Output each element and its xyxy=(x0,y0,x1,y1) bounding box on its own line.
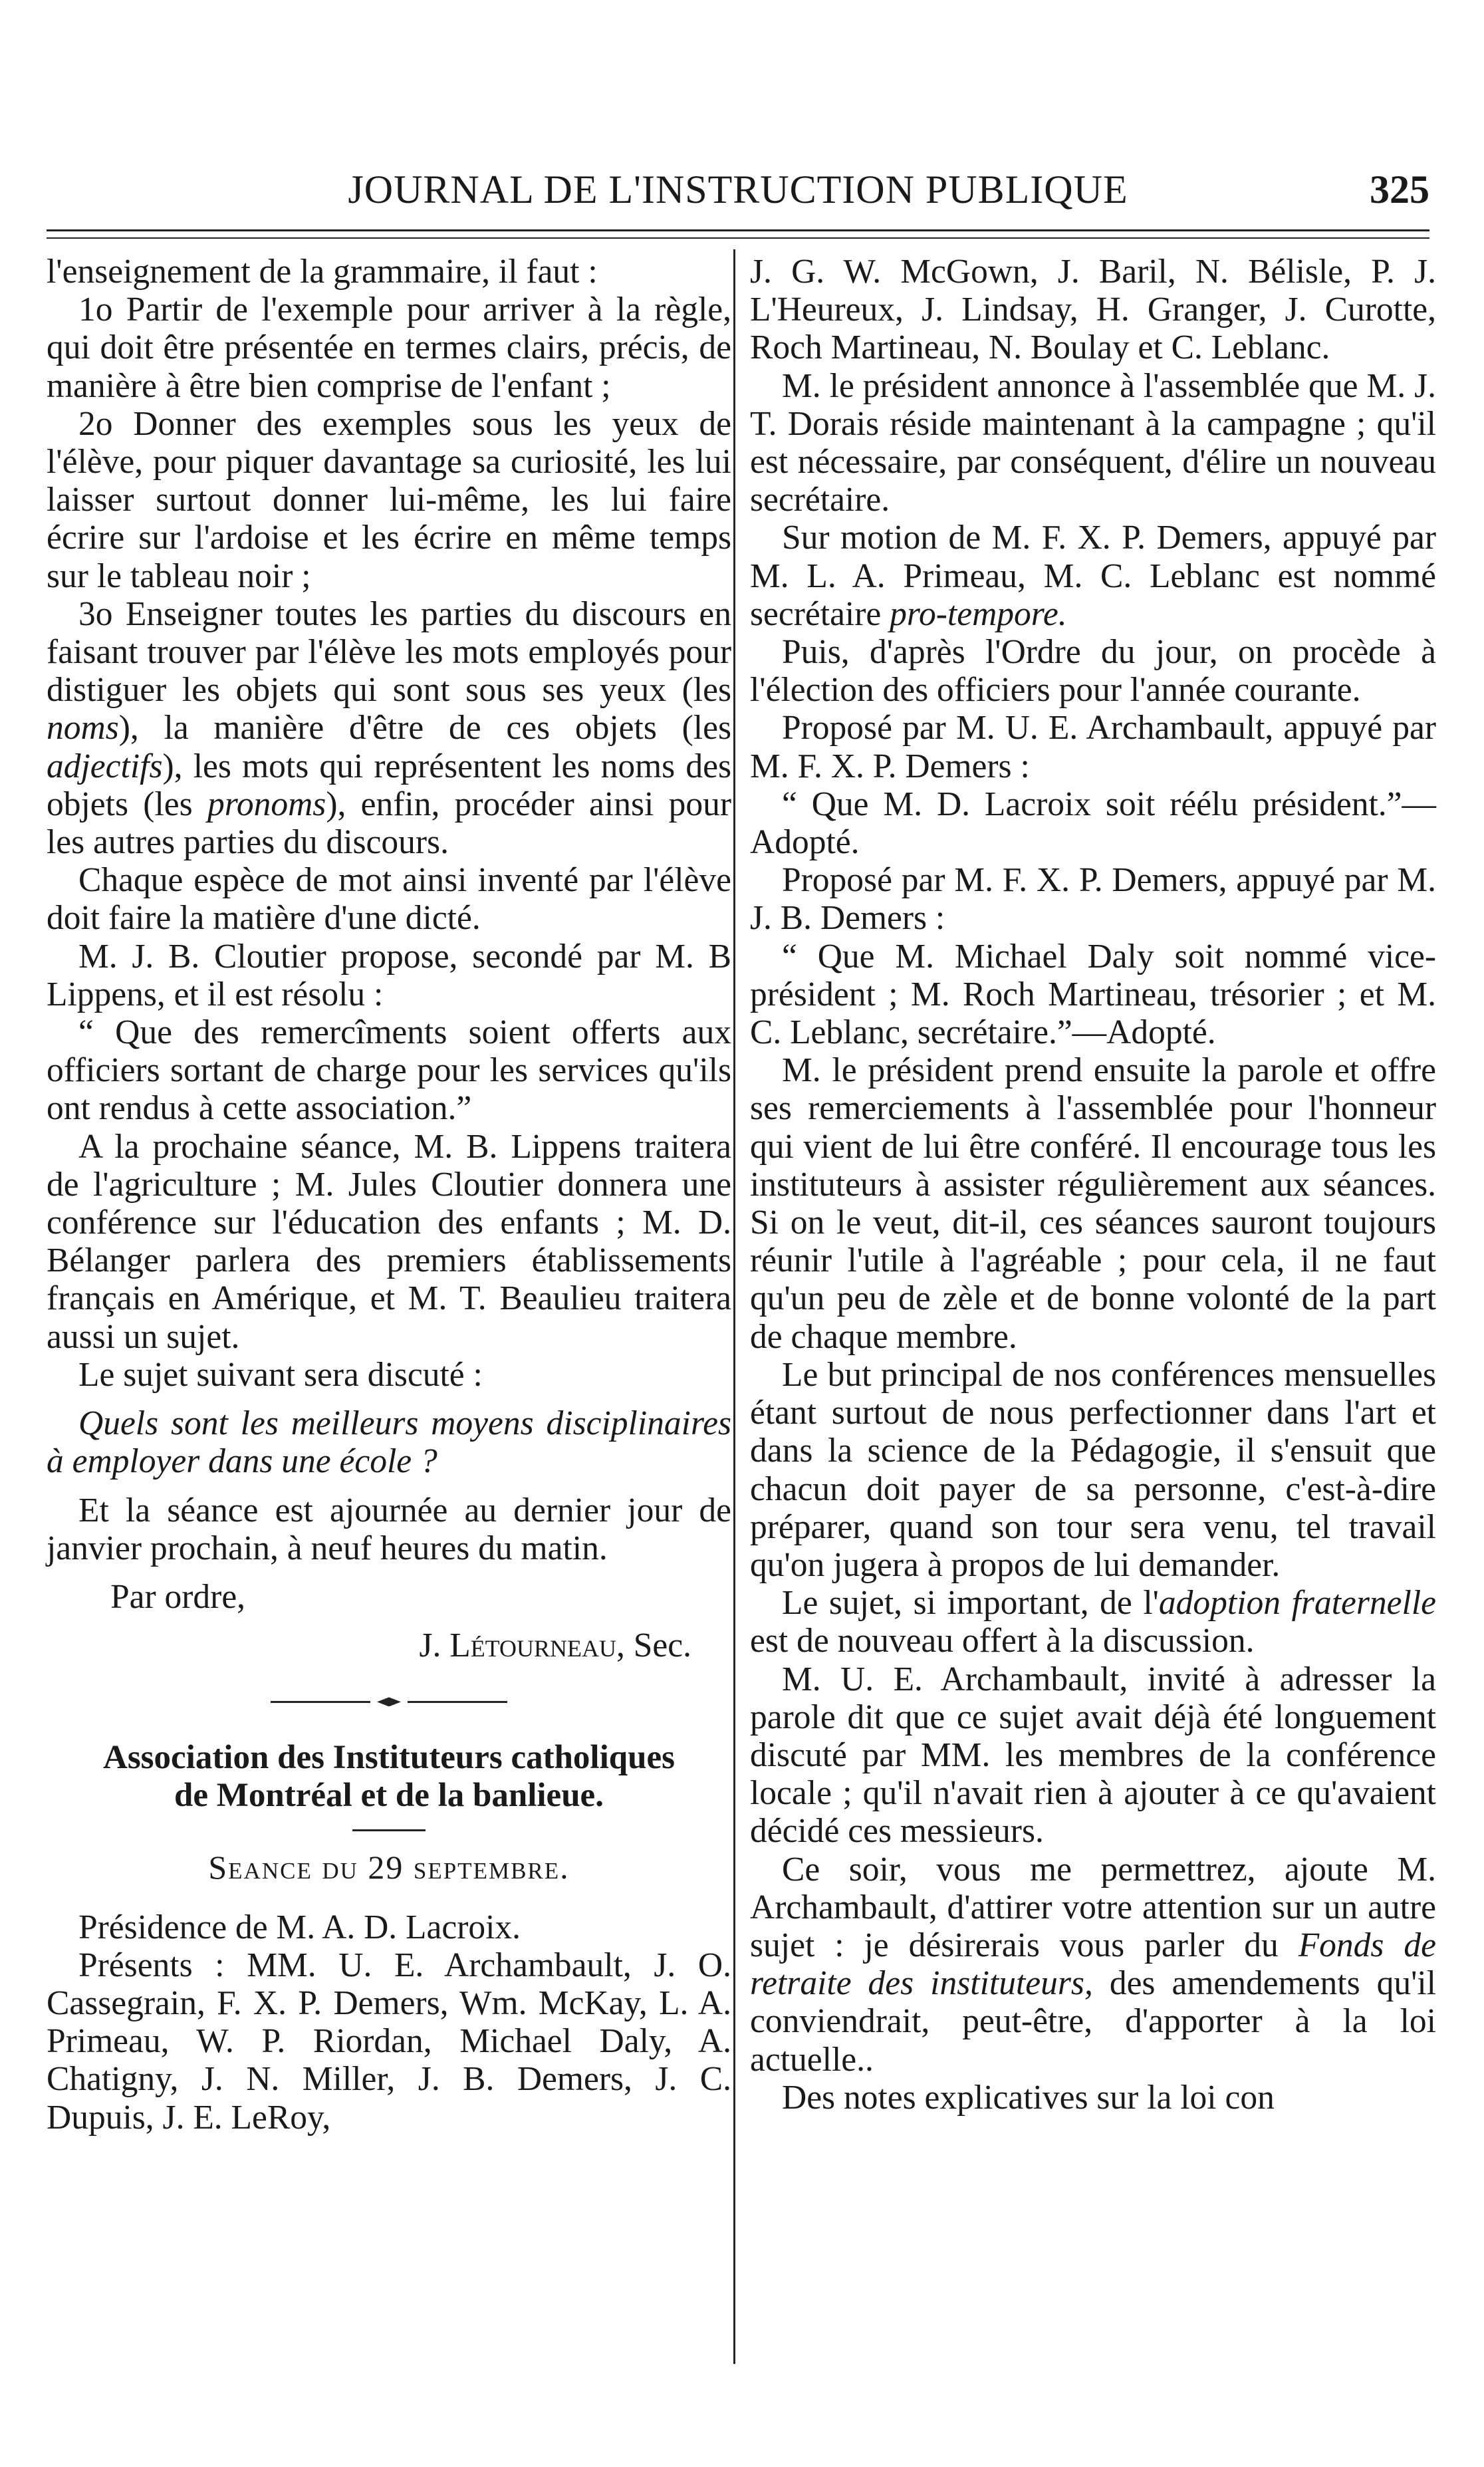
spacer xyxy=(47,1394,731,1404)
paragraph: Puis, d'après l'Ordre du jour, on procède à l'élection des officiers pour l'année courante. xyxy=(750,633,1436,710)
paragraph-parts-of-speech xyxy=(47,595,731,861)
ornament-diamond-icon xyxy=(377,1697,401,1706)
paragraph: A la prochaine séance, M. B. Lippens traitera de l'agriculture ; M. Jules Cloutier donnera une conférence sur l'éducation des enfants ; M. D. Bélanger parlera des premiers établissements français en Amérique, et M. T. Beaulieu traitera aussi un sujet. xyxy=(47,1127,731,1356)
text-run: est de nouveau offert à la discussion. xyxy=(750,1622,1255,1660)
paragraph-quote: “ Que des remercîments soient offerts aux officiers sortant de charge pour les services qu'ils ont rendus à cette association.” xyxy=(47,1013,731,1128)
header-double-rule xyxy=(47,229,1429,239)
association-title-line: de Montréal et de la banlieue. xyxy=(174,1777,604,1815)
signature-name: Létourneau xyxy=(449,1626,617,1665)
ornament-line xyxy=(408,1701,507,1703)
association-title xyxy=(47,1739,731,1815)
spacer xyxy=(47,1616,731,1626)
presents-list: Présents : MM. U. E. Archambault, J. O. Cassegrain, F. X. P. Demers, Wm. McKay, L. A. Primeau, W. P. Riordan, Michael Daly, A. Chatigny, J. N. Miller, J. B. Demers, J. C. Dupuis, J. E. LeRoy, xyxy=(47,1946,731,2137)
text-run: ), la manière d'être de ces objets (les xyxy=(118,709,731,747)
text-run: Ce soir, vous me permettrez, ajoute M. Archambault, d'attirer votre attention sur un autre sujet : je désirerais vous parler du xyxy=(750,1850,1436,1964)
paragraph: 1o Partir de l'exemple pour arriver à la règle, qui doit être présentée en termes clairs, précis, de manière à être bien comprise de l'enfant ; xyxy=(47,291,731,405)
paragraph: M. J. B. Cloutier propose, secondé par M. B Lippens, et il est résolu : xyxy=(47,937,731,1013)
text-run: ), les mots qui représentent les noms des objets (les xyxy=(47,747,731,823)
running-title: JOURNAL DE L'INSTRUCTION PUBLIQUE xyxy=(348,168,1128,211)
italic-term: noms xyxy=(47,709,119,747)
text-run: 3o Enseigner toutes les parties du discours en faisant trouver par l'élève les mots employés pour distiguer les objets qui sont sous ses yeux (les xyxy=(47,594,731,710)
paragraph: 2o Donner des exemples sous les yeux de l'élève, pour piquer davantage sa curiosité, les lui laisser surtout donner lui-même, les lui faire écrire sur l'ardoise et les écrire en même temps sur le tableau noir ; xyxy=(47,404,731,595)
italic-term: adoption fraternelle xyxy=(1158,1584,1436,1623)
spacer xyxy=(47,1728,731,1739)
seance-title: Seance du 29 septembre. xyxy=(208,1849,570,1886)
paragraph: M. le président prend ensuite la parole et offre ses remerciements à l'assemblée pour l'honneur qui vient de lui être conféré. Il encourage tous les instituteurs à assister régulièrement aux séances. Si on le veut, dit-il, ces séances sauront toujours réunir l'utile à l'agréable ; pour cela, il ne faut qu'un peu de zèle et de bonne volonté de la part de chaque membre. xyxy=(750,1051,1436,1356)
paragraph: M. le président annonce à l'assemblée que M. J. T. Dorais réside maintenant à la campagne ; qu'il est nécessaire, par conséquent, d'élire un nouveau secrétaire. xyxy=(750,366,1436,519)
paragraph: Et la séance est ajournée au dernier jour de janvier prochain, à neuf heures du matin. xyxy=(47,1491,731,1567)
association-title-line: Association des Instituteurs catholiques xyxy=(102,1739,675,1777)
ornament-line xyxy=(271,1701,370,1703)
italic-term: pro-tempore. xyxy=(890,594,1067,633)
paragraph: Des notes explicatives sur la loi con xyxy=(782,2078,1275,2117)
signature-initial: J. xyxy=(419,1626,450,1665)
text-run: Le sujet, si important, de l' xyxy=(782,1584,1159,1623)
italic-term: Fonds de retraite des instituteurs, xyxy=(750,1926,1437,2003)
presidence: Présidence de M. A. D. Lacroix. xyxy=(78,1908,521,1946)
paragraph xyxy=(750,1851,1436,2079)
spacer xyxy=(47,1887,731,1898)
signature xyxy=(47,1626,731,1664)
spacer xyxy=(47,1664,731,1675)
paragraph: Le sujet suivant sera discuté : xyxy=(78,1355,483,1394)
spacer xyxy=(47,1481,731,1492)
italic-term: pronoms xyxy=(207,785,326,823)
paragraph: l'enseignement de la grammaire, il faut : xyxy=(47,253,598,291)
running-head xyxy=(47,160,1429,219)
right-column xyxy=(750,253,1436,2117)
presents-list-continued: J. G. W. McGown, J. Baril, N. Bélisle, P. J. L'Heureux, J. Lindsay, H. Granger, J. Curotte, Roch Martineau, N. Boulay et C. Leblanc. xyxy=(750,253,1436,367)
spacer xyxy=(47,1567,731,1578)
paragraph xyxy=(750,1584,1436,1660)
text-run: des amendements qu'il conviendrait, peut-être, d'apporter à la loi actuelle.. xyxy=(750,1964,1436,2079)
spacer xyxy=(47,1898,731,1908)
paragraph-quote: “ Que M. Michael Daly soit nommé vice-président ; M. Roch Martineau, trésorier ; et M. C. Leblanc, secrétaire.”—Adopté. xyxy=(750,937,1436,1052)
par-ordre: Par ordre, xyxy=(110,1577,246,1616)
text-run: Sur motion de M. F. X. P. Demers, appuyé par M. L. A. Primeau, M. C. Leblanc est nommé secrétaire xyxy=(750,519,1436,633)
paragraph: Le but principal de nos conférences mensuelles étant surtout de nous perfectionner dans l'art et dans la science de la Pédagogie, il s'ensuit que chacun doit payer de sa personne, c'est-à-dire préparer, quand son tour sera venu, tel travail qu'on jugera à propos de lui demander. xyxy=(750,1355,1436,1584)
column-divider xyxy=(733,249,735,2364)
paragraph: Chaque espèce de mot ainsi inventé par l'élève doit faire la matière d'une dicté. xyxy=(47,861,731,938)
left-column xyxy=(47,253,731,2137)
short-rule xyxy=(352,1829,426,1831)
paragraph: Proposé par M. F. X. P. Demers, appuyé par M. J. B. Demers : xyxy=(750,861,1436,938)
signature-suffix: , Sec. xyxy=(616,1626,691,1665)
text-run: ), enfin, procéder ainsi pour les autres parties du discours. xyxy=(47,785,731,862)
italic-term: adjectifs xyxy=(47,747,163,785)
paragraph xyxy=(750,519,1436,633)
page-number: 325 xyxy=(1370,168,1429,211)
paragraph-quote: “ Que M. D. Lacroix soit réélu président.”—Adopté. xyxy=(750,785,1436,862)
section-ornament xyxy=(47,1682,731,1722)
discussion-question: Quels sont les meilleurs moyens disciplinaires à employer dans une école ? xyxy=(47,1404,731,1481)
paragraph: M. U. E. Archambault, invité à adresser la parole dit que ce sujet avait déjà été longuement discuté par MM. les membres de la conférence locale ; qu'il n'avait rien à ajouter à ce qu'avaient décidé ces messieurs. xyxy=(750,1660,1436,1851)
paragraph: Proposé par M. U. E. Archambault, appuyé par M. F. X. P. Demers : xyxy=(750,709,1436,785)
